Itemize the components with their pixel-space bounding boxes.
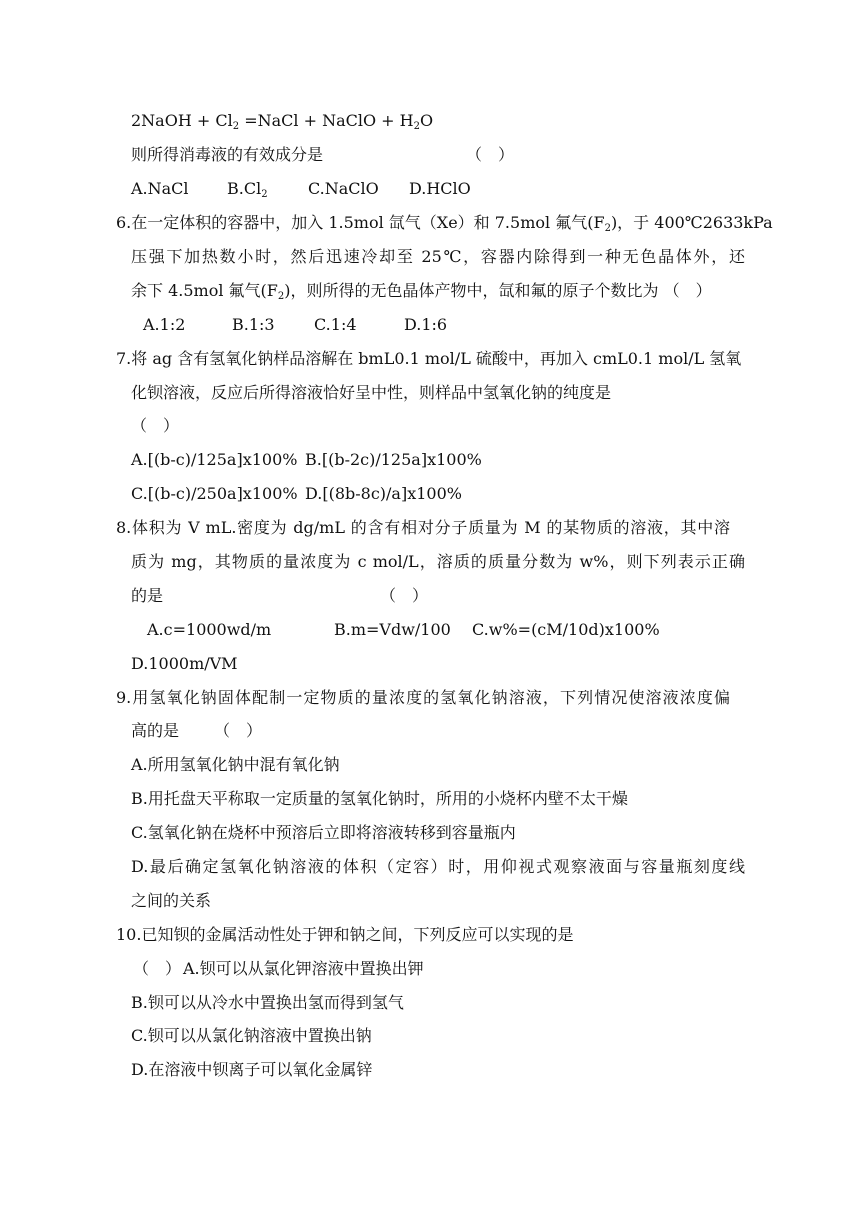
question-8-line-2: 质为 mg，其物质的量浓度为 c mol/L，溶质的质量分数为 w%，则下列表示正确 [131, 552, 745, 571]
question-stem: 则所得消毒液的有效成分是 [131, 145, 324, 164]
option-a: A.所用氢氧化钠中混有氧化钠 [131, 755, 340, 774]
question-8-line-3: 的是 [131, 586, 164, 605]
question-10-line-1: 10.已知钡的金属活动性处于钾和钠之间，下列反应可以实现的是 [116, 925, 574, 944]
option-a: A.1:2 [143, 315, 186, 334]
question-6-line-3: 余下 4.5mol 氟气$(F_2)$，则所得的无色晶体产物中，氙和氟的原子个数比为 （ ） [131, 281, 712, 302]
option-c: C.1:4 [314, 315, 357, 334]
question-7-line-1: 7.将 ag 含有氢氧化钠样品溶解在 bmL0.1 mol/L 硫酸中，再加入 cmL0.1 mol/L 氢氧 [116, 349, 742, 368]
option-b: B.1:3 [232, 315, 275, 334]
question-7-line-2: 化钡溶液，反应后所得溶液恰好呈中性，则样品中氢氧化钠的纯度是 [131, 383, 612, 402]
option-a: A.钡可以从氯化钾溶液中置换出钾 [183, 959, 424, 978]
answer-bracket: （ ） [131, 416, 180, 435]
question-6-line-1: 6.在一定体积的容器中，加入 1.5mol 氙气（Xe）和 7.5mol 氟气$(F_2)$，于 400℃2633kPa [116, 213, 773, 234]
option-c: C.氢氧化钠在烧杯中预溶后立即将溶液转移到容量瓶内 [131, 823, 516, 842]
answer-bracket: （ ） [466, 145, 515, 164]
option-d-continued: 之间的关系 [131, 891, 212, 910]
option-d: D.在溶液中钡离子可以氧化金属锌 [131, 1060, 373, 1079]
option-b: B.[(b-2c)/125a]x100% [305, 450, 482, 469]
answer-bracket: （ ） [214, 721, 263, 740]
option-d: D.1:6 [404, 315, 448, 334]
equation: 2NaOH + $Cl_2$ =NaCl + NaClO + $H_2O$ [131, 111, 434, 132]
option-c: C.w%=(cM/10d)x100% [472, 620, 660, 639]
question-6-line-2: 压强下加热数小时，然后迅速冷却至 25℃，容器内除得到一种无色晶体外，还 [131, 247, 745, 266]
option-c: C.钡可以从氯化钠溶液中置换出钠 [131, 1026, 372, 1045]
answer-bracket: （ ） [133, 959, 182, 978]
option-a: A.[(b-c)/125a]x100% [131, 450, 298, 469]
option-d: D.[(8b-8c)/a]x100% [305, 484, 462, 503]
option-a: A.NaCl [131, 179, 189, 198]
option-b: $B.Cl_2$ [227, 179, 268, 200]
option-c: C.NaClO [308, 179, 379, 198]
option-d: D.HClO [409, 179, 471, 198]
option-a: A.c=1000wd/m [147, 620, 272, 639]
option-b: B.用托盘天平称取一定质量的氢氧化钠时，所用的小烧杯内壁不太干燥 [131, 789, 628, 808]
question-8-line-1: 8.体积为 V mL.密度为 dg/mL 的含有相对分子质量为 M 的某物质的溶液，其中溶 [116, 518, 730, 537]
option-d: D.1000m/VM [131, 654, 238, 673]
answer-bracket: （ ） [380, 586, 429, 605]
option-b: B.m=Vdw/100 [334, 620, 451, 639]
option-c: C.[(b-c)/250a]x100% [131, 484, 298, 503]
question-9-line-1: 9.用氢氧化钠固体配制一定物质的量浓度的氢氧化钠溶液，下列情况使溶液浓度偏 [116, 688, 730, 707]
option-b: B.钡可以从冷水中置换出氢而得到氢气 [131, 993, 404, 1012]
question-9-line-2: 高的是 [131, 721, 180, 740]
option-d: D.最后确定氢氧化钠溶液的体积（定容）时，用仰视式观察液面与容量瓶刻度线 [131, 857, 745, 876]
